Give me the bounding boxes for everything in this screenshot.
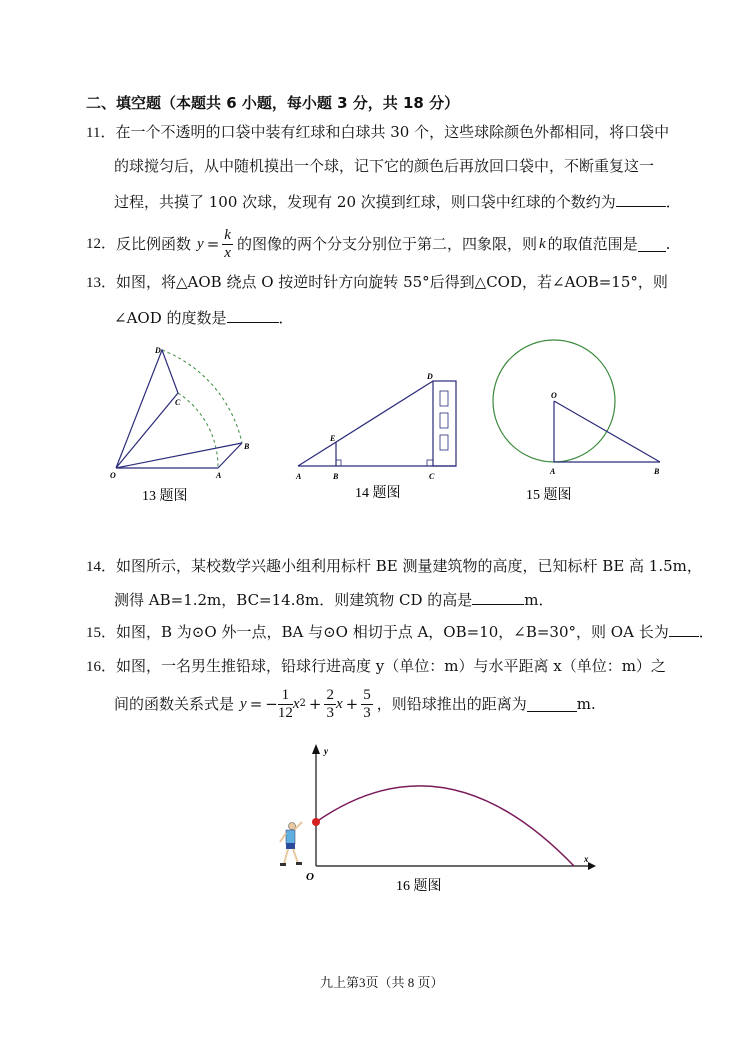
label-A: A: [296, 472, 302, 481]
answer-blank[interactable]: [527, 697, 577, 712]
origin-label: O: [306, 871, 314, 883]
building-window: [440, 413, 448, 428]
q15-line1: 如图，B 为⊙O 外一点，BA 与⊙O 相切于点 A，OB=10，∠B=30°，则 OA 长为: [116, 623, 669, 641]
y-axis-arrow: [312, 744, 320, 754]
rotation-arc: [162, 350, 242, 443]
answer-blank[interactable]: [669, 622, 699, 637]
answer-blank[interactable]: [227, 308, 279, 323]
q15-end: ．: [698, 623, 714, 641]
minus-sign: −: [265, 695, 278, 713]
answer-blank[interactable]: [472, 590, 524, 605]
segment-ob: [554, 401, 660, 462]
q13-line1: 如图，将△AOB 绕点 O 按逆时针方向旋转 55°后得到△COD，若∠AOB=15°，则: [116, 273, 668, 291]
label-B: B: [654, 467, 660, 476]
thrower-icon: [280, 822, 302, 866]
building-window: [440, 435, 448, 450]
q11-line3: 过程，共摸了 100 次球，发现有 20 次摸到红球，则口袋中红球的个数约为: [114, 193, 616, 211]
q14-line1: 如图所示，某校数学兴趣小组利用标杆 BE 测量建筑物的高度，已知标杆 BE 高 1.5m，: [116, 557, 702, 575]
answer-blank[interactable]: [638, 237, 666, 252]
q16-line2-wrap: [114, 682, 596, 726]
caption-13: 13 题图: [142, 489, 188, 504]
question-12: [86, 222, 670, 266]
shot-ball: [312, 818, 320, 826]
building-window: [440, 391, 448, 406]
building-cd: [433, 381, 456, 466]
triangle-cod: [116, 350, 178, 468]
q13-line2-wrap: [114, 308, 294, 328]
segment-ob: [116, 443, 242, 468]
rotation-arc: [178, 393, 218, 467]
question-16: [86, 656, 666, 677]
answer-blank[interactable]: [616, 192, 666, 207]
q11-line2: 的球搅匀后，从中随机摸出一个球，记下它的颜色后再放回口袋中，不断重复这一: [114, 157, 655, 175]
q12-pre: 反比例函数: [116, 235, 192, 253]
axis-x-label: x: [584, 854, 589, 864]
q16-line1: 如图，一名男生推铅球，铅球行进高度 y（单位：m）与水平距离 x（单位：m）之: [116, 657, 666, 675]
label-O: O: [110, 471, 116, 480]
q16-pre2: 间的函数关系式是: [114, 695, 235, 713]
q11-end: ．: [665, 193, 681, 211]
question-14: [86, 556, 702, 577]
figure-14: [295, 372, 456, 501]
question-11: [86, 122, 669, 143]
q12-end: .: [665, 235, 671, 253]
q11-line3-wrap: [114, 192, 681, 212]
x-axis-arrow: [588, 862, 596, 870]
fraction-5-3: $\frac{5}{3}$: [363, 686, 371, 721]
q14-line2-wrap: [114, 590, 554, 610]
q14-end: m．: [524, 591, 554, 609]
figure-16: [270, 738, 600, 898]
var-y: y: [197, 236, 204, 252]
label-D: D: [155, 346, 161, 355]
caption-16: 16 题图: [396, 879, 442, 894]
sight-line: [298, 381, 433, 466]
figure-13: [110, 346, 250, 504]
label-D: D: [427, 372, 433, 381]
figure-15: [493, 340, 660, 503]
q13-line2: ∠AOD 的度数是: [114, 309, 227, 327]
question-15: [86, 622, 714, 643]
question-number: 16．: [86, 659, 117, 675]
q12-post2: 的取值范围是: [547, 235, 638, 253]
question-number: 11．: [86, 125, 116, 141]
q12-post: 的图像的两个分支分别位于第二，四象限，则: [236, 235, 537, 253]
question-13: [86, 272, 668, 293]
var-x: x: [292, 696, 300, 712]
question-number: 14．: [86, 559, 117, 575]
var-k: k: [538, 236, 546, 252]
plus-sign: +: [308, 695, 322, 713]
label-A: A: [216, 471, 222, 480]
axis-y-label: y: [324, 746, 328, 756]
equals: =: [206, 235, 220, 253]
var-x: x: [335, 696, 343, 712]
label-A: A: [550, 467, 556, 476]
q16-end: m.: [576, 695, 596, 713]
caption-14: 14 题图: [355, 486, 401, 501]
caption-15: 15 题图: [526, 488, 572, 503]
page-footer: 九上第3页（共 8 页）: [320, 975, 444, 990]
right-angle-mark: [336, 460, 341, 466]
equals: =: [249, 695, 263, 713]
q16-post: ，则铅球推出的距离为: [376, 695, 527, 713]
q11-line1: 在一个不透明的口袋中装有红球和白球共 30 个，这些球除颜色外都相同，将口袋中: [115, 123, 670, 141]
question-number: 15．: [86, 625, 117, 641]
question-number: 13．: [86, 275, 117, 291]
label-O: O: [551, 391, 557, 400]
var-y: y: [240, 696, 247, 712]
question-number: 12．: [86, 236, 117, 252]
section-title: 二、填空题（本题共 6 小题，每小题 3 分，共 18 分）: [86, 94, 460, 112]
label-C: C: [429, 472, 435, 481]
fraction-1-12: $\frac{1}{12}$: [277, 686, 293, 721]
exponent: 2: [299, 698, 306, 709]
fraction-k-over-x: $\frac{k}{x}$: [224, 226, 231, 261]
fraction-2-3: $\frac{2}{3}$: [326, 686, 334, 721]
label-C: C: [175, 398, 181, 407]
q14-line2: 测得 AB=1.2m，BC=14.8m．则建筑物 CD 的高是: [114, 591, 473, 609]
label-E: E: [330, 434, 336, 443]
plus-sign: +: [345, 695, 359, 713]
right-angle-mark: [427, 460, 433, 466]
figures-13-14-15: [100, 335, 680, 510]
trajectory-curve: [316, 786, 574, 866]
label-B: B: [244, 442, 250, 451]
q13-end: ．: [278, 309, 294, 327]
label-B: B: [333, 472, 339, 481]
